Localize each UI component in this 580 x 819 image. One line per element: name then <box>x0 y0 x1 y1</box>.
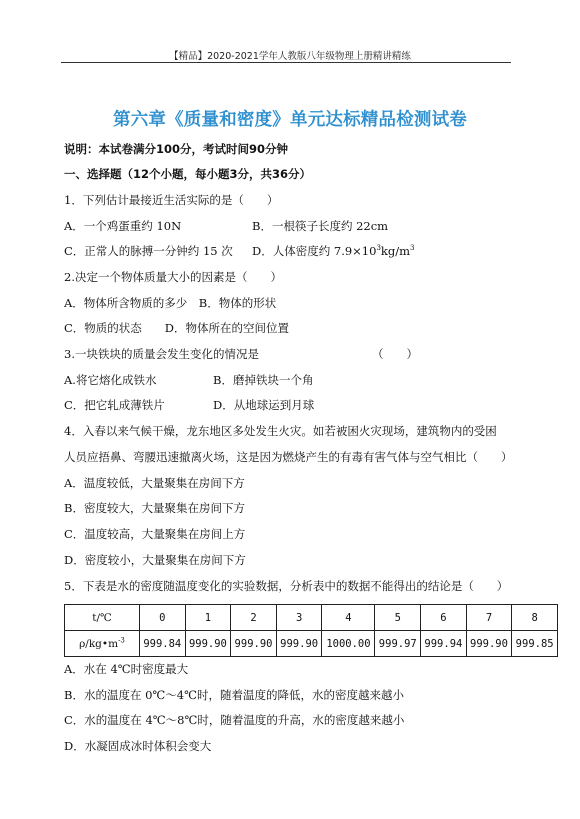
question-5-stem: 5．下表是水的密度随温度变化的实验数据，分析表中的数据不能得出的结论是（ ） <box>64 579 509 593</box>
question-4-stem-line1: 4．入春以来气候干燥，龙东地区多处发生火灾。如若被困火灾现场，建筑物内的受困 <box>64 424 497 438</box>
question-5-option-a: A．水在 4℃时密度最大 <box>64 662 189 676</box>
table-cell: 3 <box>276 605 322 631</box>
table-header-temperature: t/℃ <box>65 605 140 631</box>
table-cell: 5 <box>375 605 421 631</box>
table-cell: 8 <box>512 605 558 631</box>
question-3-option-d: D．从地球运到月球 <box>213 398 315 412</box>
question-4-option-b: B．密度较大，大量聚集在房间下方 <box>64 501 245 515</box>
question-1-option-d: D．人体密度约 $7.9\times 10^3kg/m^3$ <box>252 244 415 258</box>
table-cell: 999.85 <box>512 631 558 657</box>
question-1-option-a: A．一个鸡蛋重约 10N <box>64 219 182 233</box>
question-3-option-c: C．把它轧成薄铁片 <box>64 398 165 412</box>
table-cell: 999.90 <box>276 631 322 657</box>
table-cell: 7 <box>466 605 512 631</box>
table-row-density <box>65 631 558 657</box>
question-5-option-b: B．水的温度在 0℃～4℃时，随着温度的降低，水的密度越来越小 <box>64 688 404 702</box>
question-3-stem: 3.一块铁块的质量会发生变化的情况是 <box>64 347 259 361</box>
header-divider <box>61 62 511 63</box>
question-1-option-c: C．正常人的脉搏一分钟约 15 次 <box>64 244 233 258</box>
table-cell: 999.90 <box>231 631 277 657</box>
table-cell: 999.84 <box>140 631 186 657</box>
question-2-stem: 2.决定一个物体质量大小的因素是（ ） <box>64 270 282 284</box>
table-cell: 999.90 <box>466 631 512 657</box>
question-3-option-b: B．磨掉铁块一个角 <box>213 373 314 387</box>
page-header: 【精品】2020-2021学年人教版八年级物理上册精讲精练 <box>169 51 411 62</box>
table-cell: 1 <box>185 605 231 631</box>
question-3-answer-paren: （ ） <box>372 347 418 361</box>
table-cell: 0 <box>140 605 186 631</box>
table-row-temperature <box>65 605 558 631</box>
question-1-option-b: B．一根筷子长度约 22cm <box>252 219 389 233</box>
question-2-options-ab: A．物体所含物质的多少 B．物体的形状 <box>64 296 277 310</box>
density-table <box>64 604 558 657</box>
question-4-option-a: A．温度较低，大量聚集在房间下方 <box>64 476 245 490</box>
question-1-stem: 1．下列估计最接近生活实际的是（ ） <box>64 193 279 207</box>
table-cell: 999.97 <box>375 631 421 657</box>
table-cell: 999.94 <box>421 631 467 657</box>
question-5-option-c: C．水的温度在 4℃～8℃时，随着温度的升高，水的密度越来越小 <box>64 713 405 727</box>
question-2-options-cd: C．物质的状态 D．物体所在的空间位置 <box>64 321 290 335</box>
section-heading: 一、选择题（12个小题，每小题3分，共36分） <box>64 167 312 181</box>
exam-note: 说明：本试卷满分100分，考试时间90分钟 <box>64 142 289 156</box>
question-4-stem-line2: 人员应捂鼻、弯腰迅速撤离火场，这是因为燃烧产生的有毒有害气体与空气相比（ ） <box>64 450 513 464</box>
table-cell: 999.90 <box>185 631 231 657</box>
table-cell: 1000.00 <box>322 631 375 657</box>
table-cell: 2 <box>231 605 277 631</box>
table-cell: 6 <box>421 605 467 631</box>
question-4-option-d: D．密度较小，大量聚集在房间下方 <box>64 553 246 567</box>
exam-title: 第六章《质量和密度》单元达标精品检测试卷 <box>113 110 467 130</box>
question-5-option-d: D．水凝固成冰时体积会变大 <box>64 739 212 753</box>
question-4-option-c: C．温度较高，大量聚集在房间上方 <box>64 527 246 541</box>
question-3-option-a: A.将它熔化成铁水 <box>64 373 157 387</box>
table-header-density: $\rho/kg•m^{-3}$ <box>65 631 140 657</box>
table-cell: 4 <box>322 605 375 631</box>
